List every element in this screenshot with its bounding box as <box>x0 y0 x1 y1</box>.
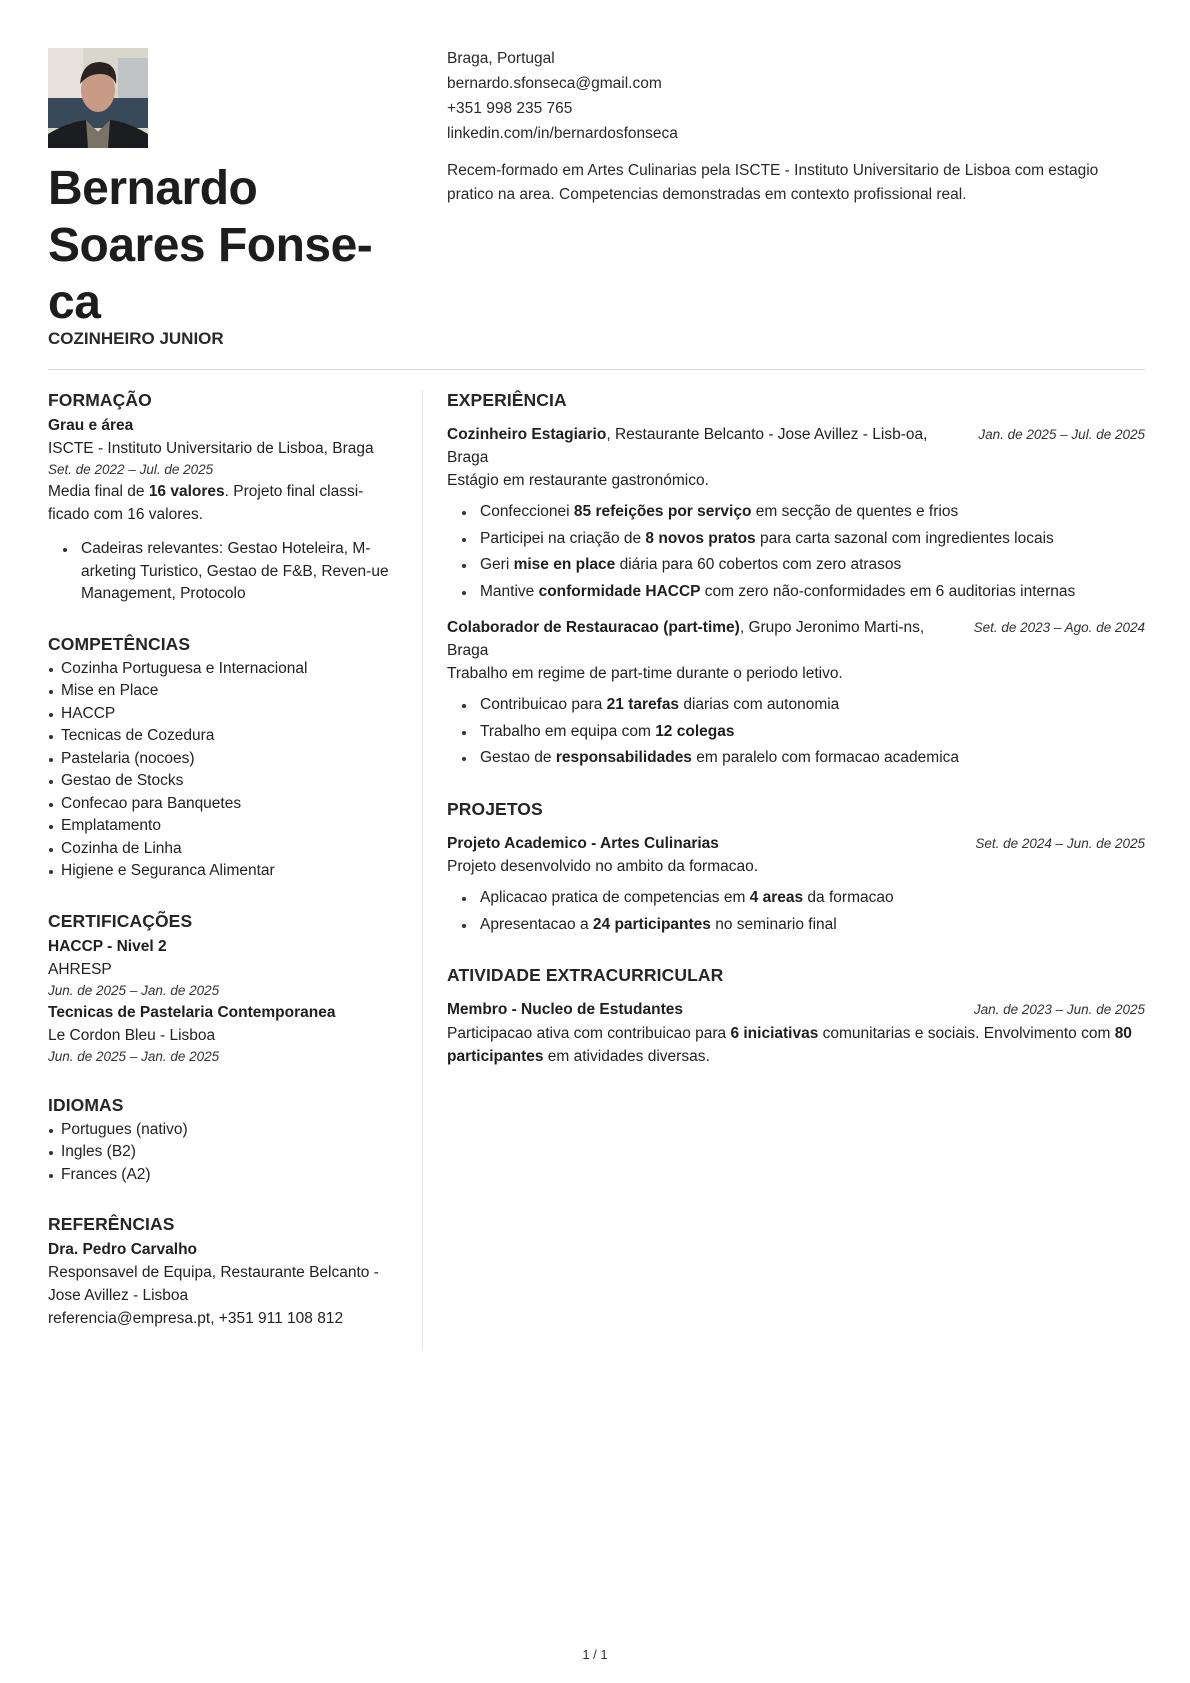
language-item: Ingles (B2) <box>48 1141 403 1164</box>
certification-dates: Jun. de 2025 – Jan. de 2025 <box>48 1048 220 1064</box>
certification-issuer: AHRESP <box>48 960 112 978</box>
certifications-section <box>48 909 403 1067</box>
courses-item: Cadeiras relevantes: Gestao Hoteleira, M-arketing Turistico, Gestao de F&B, Reven-ue Management, Protocolo <box>48 538 403 606</box>
full-name <box>48 160 408 331</box>
extracurricular-section <box>447 963 1145 1068</box>
entry-dates: Set. de 2023 – Ago. de 2024 <box>973 620 1145 635</box>
certification-item <box>48 935 403 1001</box>
languages-section <box>48 1093 403 1187</box>
grade-text <box>48 480 403 526</box>
certification-issuer: Le Cordon Bleu - Lisboa <box>48 1026 216 1044</box>
header-divider <box>48 369 1145 370</box>
grade-bold: 16 valores <box>148 483 225 500</box>
bullet-item: Contribuicao para 21 tarefas diarias com autonomia <box>447 692 1145 719</box>
certification-name: Tecnicas de Pastelaria Contemporanea <box>48 1003 336 1021</box>
entry-title <box>447 424 978 469</box>
contact-phone[interactable]: +351 998 235 765 <box>447 100 573 117</box>
skill-item: Emplatamento <box>48 815 403 838</box>
languages-list <box>48 1119 403 1187</box>
skill-item: Confecao para Banquetes <box>48 793 403 816</box>
name-line-2: Soares Fonse- <box>48 219 373 272</box>
projects-section <box>447 797 1145 939</box>
education-section <box>48 388 403 606</box>
section-heading: IDIOMAS <box>48 1094 124 1115</box>
entry-header <box>447 999 1145 1022</box>
left-column <box>48 388 403 1356</box>
reference-name: Dra. Pedro Carvalho <box>48 1241 198 1258</box>
bullet-item: Aplicacao pratica de competencias em 4 areas da formacao <box>447 885 1145 912</box>
certification-dates: Jun. de 2025 – Jan. de 2025 <box>48 982 220 998</box>
project-item <box>447 833 1145 939</box>
entry-description: Estágio em restaurante gastronómico. <box>447 472 709 489</box>
entry-header <box>447 617 1145 662</box>
section-heading: CERTIFICAÇÕES <box>48 910 193 931</box>
skill-item: Gestao de Stocks <box>48 770 403 793</box>
section-heading: COMPETÊNCIAS <box>48 633 191 654</box>
entry-header <box>447 424 1145 469</box>
section-heading: PROJETOS <box>447 798 543 819</box>
skill-item: Higiene e Seguranca Alimentar <box>48 860 403 883</box>
reference-contact: referencia@empresa.pt, +351 911 108 812 <box>48 1310 344 1327</box>
activity-name: Membro - Nucleo de Estudantes <box>447 1001 683 1018</box>
courses-list <box>48 538 403 606</box>
skill-item: Cozinha de Linha <box>48 838 403 861</box>
entry-title <box>447 617 974 662</box>
bullet-item: Participei na criação de 8 novos pratos para carta sazonal com ingredientes locais <box>447 526 1145 553</box>
job-title: COZINHEIRO JUNIOR <box>48 329 224 348</box>
extracurricular-item <box>447 999 1145 1068</box>
contact-location: Braga, Portugal <box>447 50 555 67</box>
section-heading: EXPERIÊNCIA <box>447 390 567 410</box>
grade-post: . Projeto final classi-ficado com 16 valores. <box>48 483 364 523</box>
project-name: Projeto Academico - Artes Culinarias <box>447 834 719 852</box>
profile-summary: Recem-formado em Artes Culinarias pela ISCTE - Instituto Universitario de Lisboa com estagio pratico na area. Competencias demonstradas em contexto profissional real. <box>447 162 1099 203</box>
degree: Grau e área <box>48 417 134 434</box>
page-number: 1 / 1 <box>582 1647 608 1662</box>
references-section <box>48 1212 403 1330</box>
contact-linkedin[interactable]: linkedin.com/in/bernardosfonseca <box>447 125 678 142</box>
certification-name: HACCP - Nivel 2 <box>48 937 167 955</box>
entry-description: Trabalho em regime de part-time durante o periodo letivo. <box>447 665 843 682</box>
contact-email[interactable]: bernardo.sfonseca@gmail.com <box>447 75 662 92</box>
job-role: Cozinheiro Estagiario <box>447 426 607 443</box>
skills-section <box>48 632 403 883</box>
activity-text: Participacao ativa com contribuicao para 6 iniciativas comunitarias e sociais. Envolvimento com 80 participantes em atividades diversas. <box>447 1024 1132 1065</box>
column-divider <box>422 390 423 1350</box>
section-heading: FORMAÇÃO <box>48 390 152 410</box>
section-heading: ATIVIDADE EXTRACURRICULAR <box>447 965 724 985</box>
bullet-item: Trabalho em equipa com 12 colegas <box>447 719 1145 746</box>
grade-pre: Media final de <box>48 483 149 500</box>
reference-role: Responsavel de Equipa, Restaurante Belcanto - Jose Avillez - Lisboa <box>48 1264 379 1304</box>
skill-item: Cozinha Portuguesa e Internacional <box>48 658 403 681</box>
experience-section <box>447 388 1145 772</box>
bullet-item: Confeccionei 85 refeições por serviço em secção de quentes e frios <box>447 499 1145 526</box>
skill-item: HACCP <box>48 703 403 726</box>
entry-dates: Jan. de 2025 – Jul. de 2025 <box>978 427 1145 442</box>
experience-item <box>447 617 1145 772</box>
profile-photo <box>48 48 148 148</box>
name-line-3: ca <box>48 276 101 329</box>
school: ISCTE - Instituto Universitario de Lisboa, Braga <box>48 440 374 457</box>
bullet-item: Apresentacao a 24 participantes no seminario final <box>447 912 1145 939</box>
entry-bullets <box>447 692 1145 772</box>
job-role: Colaborador de Restauracao (part-time) <box>447 619 740 636</box>
skill-item: Tecnicas de Cozedura <box>48 725 403 748</box>
name-line-1: Bernardo <box>48 162 258 215</box>
right-column <box>447 388 1145 1093</box>
entry-header <box>447 833 1145 856</box>
portrait-image <box>48 48 148 148</box>
skill-item: Pastelaria (nocoes) <box>48 748 403 771</box>
language-item: Portugues (nativo) <box>48 1119 403 1142</box>
bullet-item: Geri mise en place diária para 60 cobertos com zero atrasos <box>447 552 1145 579</box>
entry-dates: Set. de 2024 – Jun. de 2025 <box>975 835 1145 851</box>
skills-list <box>48 658 403 883</box>
entry-description: Projeto desenvolvido no ambito da formacao. <box>447 858 759 875</box>
entry-dates: Jan. de 2023 – Jun. de 2025 <box>973 1002 1145 1017</box>
education-dates: Set. de 2022 – Jul. de 2025 <box>48 462 214 477</box>
bullet-item: Mantive conformidade HACCP com zero não-conformidades em 6 auditorias internas <box>447 579 1145 606</box>
skill-item: Mise en Place <box>48 680 403 703</box>
bullet-item: Gestao de responsabilidades em paralelo com formacao academica <box>447 745 1145 772</box>
certification-item <box>48 1001 403 1067</box>
contact-block <box>447 46 1147 146</box>
job-company: , Grupo Jeronimo Marti-ns, Braga <box>447 619 925 659</box>
language-item: Frances (A2) <box>48 1164 403 1187</box>
experience-item <box>447 424 1145 605</box>
section-heading: REFERÊNCIAS <box>48 1214 175 1234</box>
entry-bullets <box>447 499 1145 605</box>
job-company: , Restaurante Belcanto - Jose Avillez - Lisb-oa, Braga <box>447 426 928 466</box>
entry-bullets <box>447 885 1145 938</box>
